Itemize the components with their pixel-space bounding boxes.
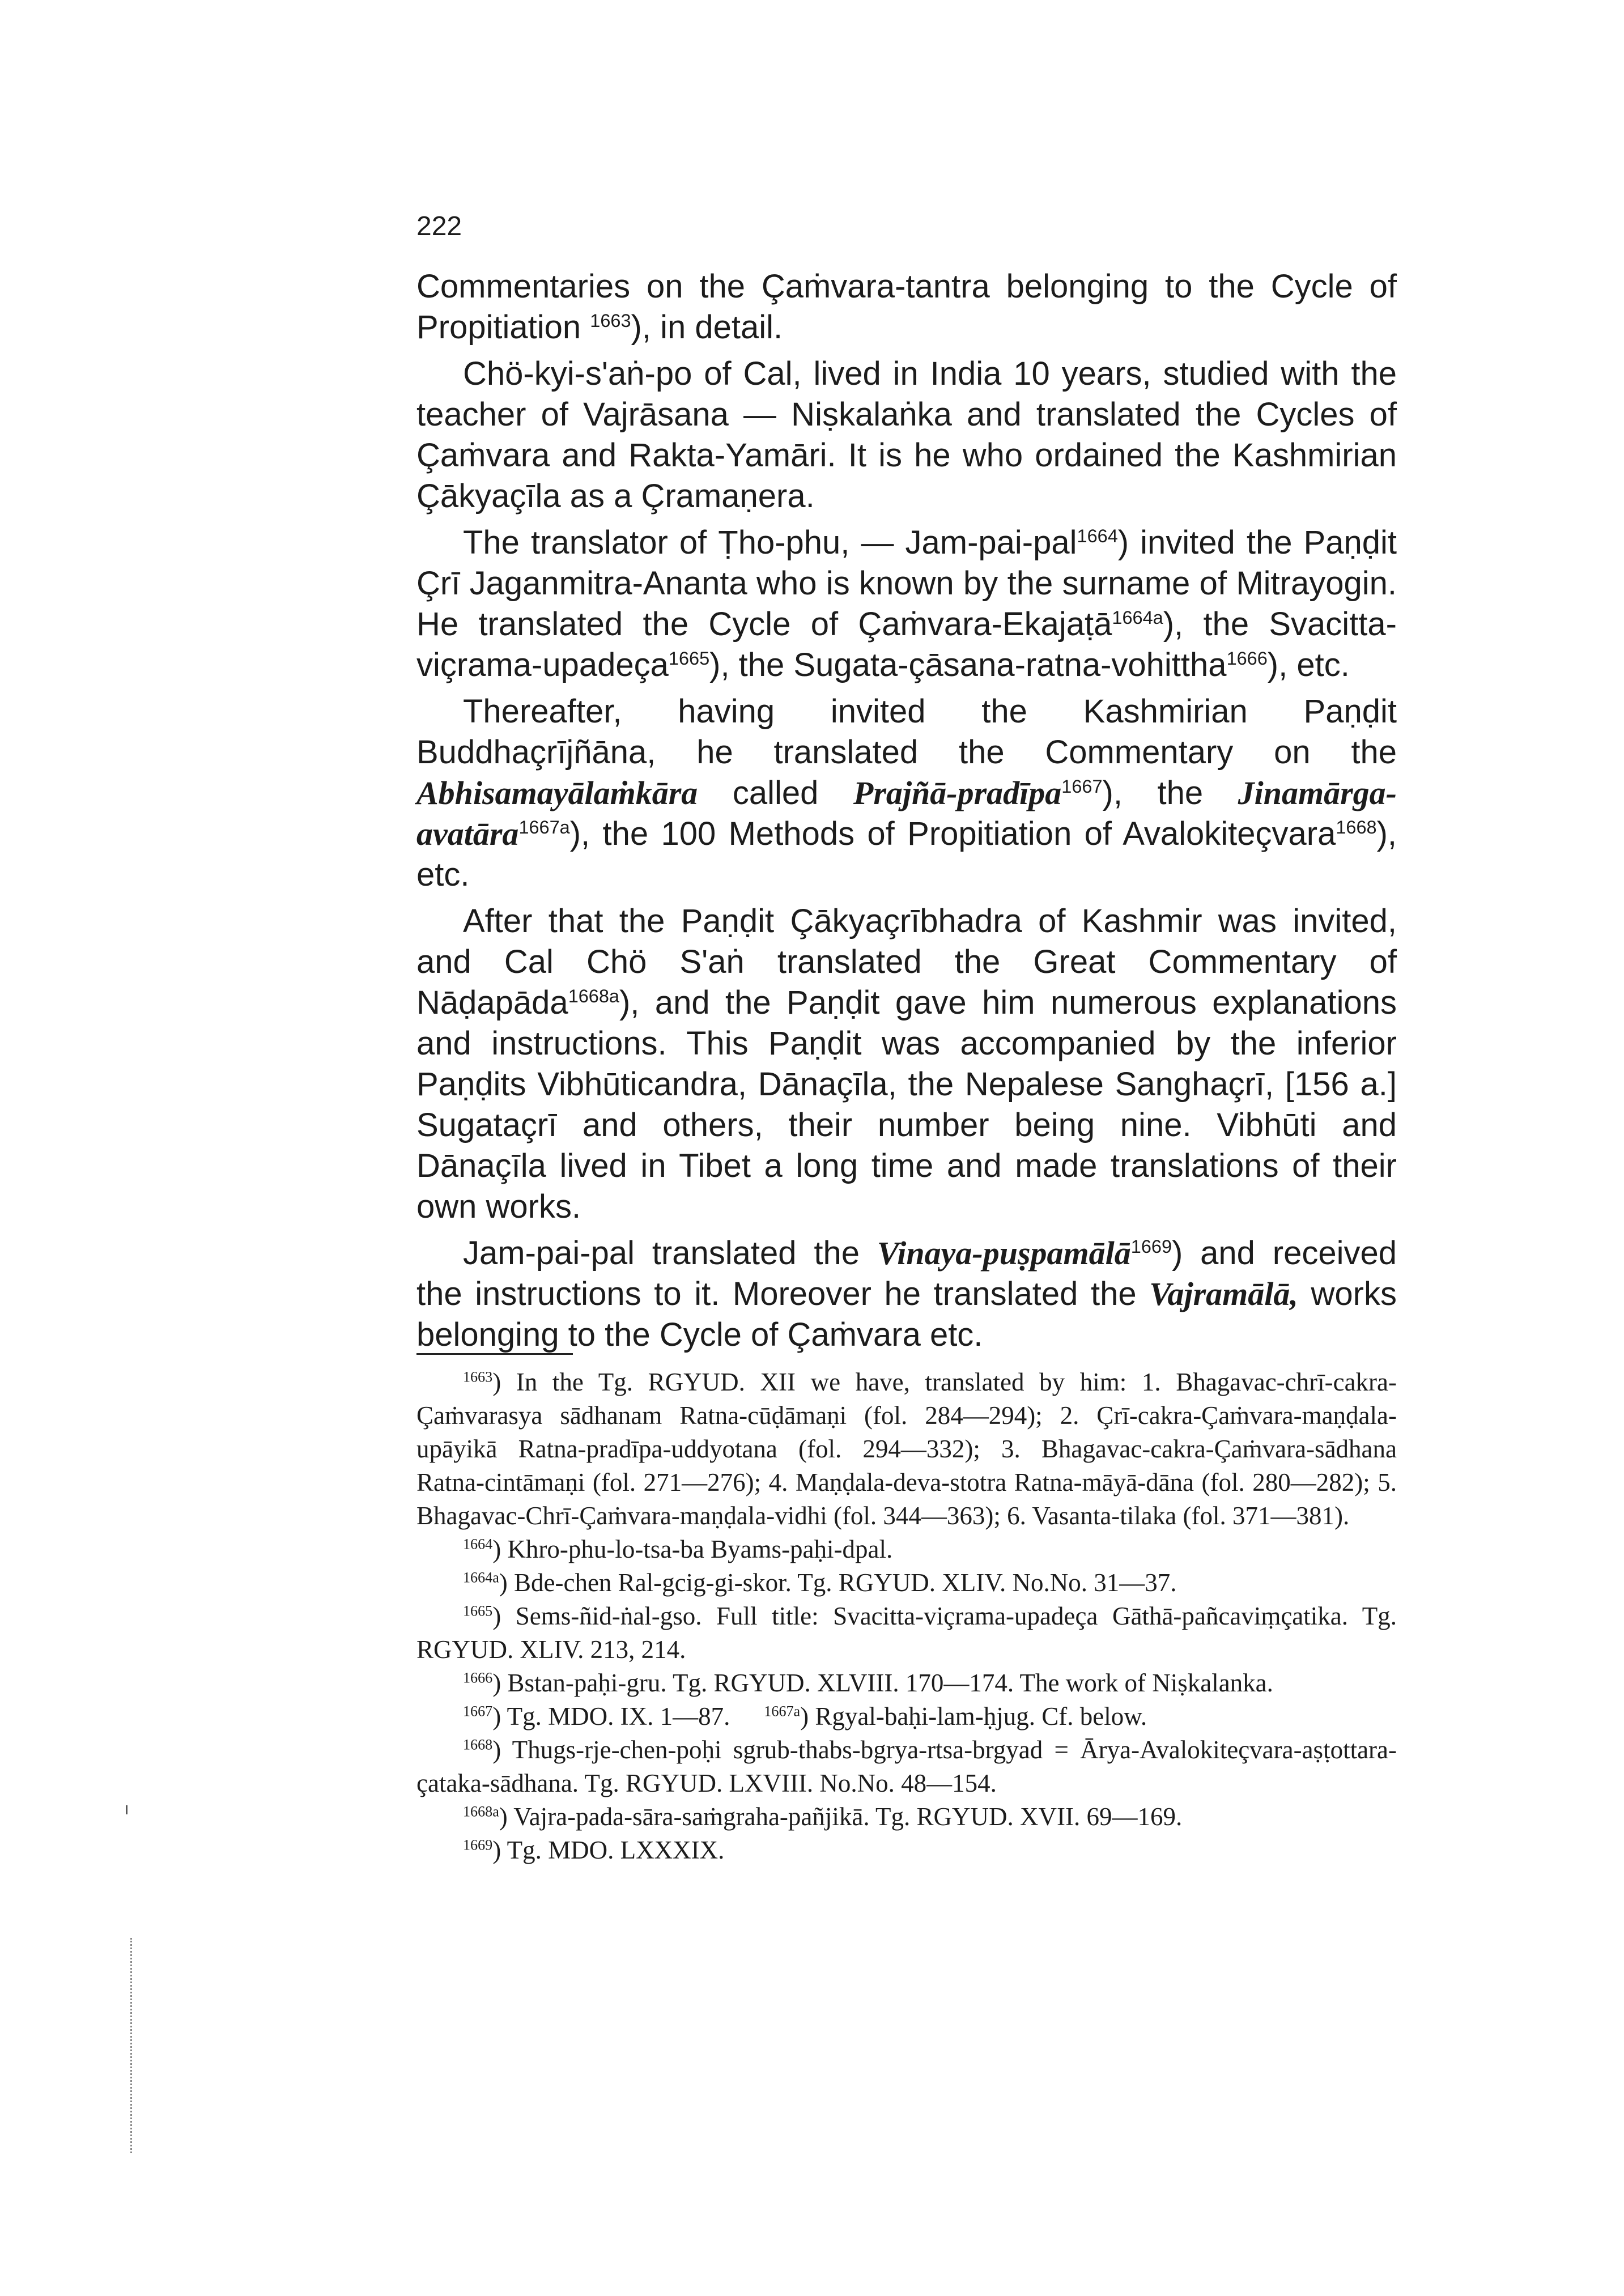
footnote-ref-1668: 1668 — [1336, 817, 1377, 837]
text-run: works belonging to the Cycle of Çaṁvara etc. — [416, 1275, 1397, 1353]
text-run: Thereafter, having invited the Kashmirian Paṇḍit Buddhaçrījñāna, he translated the Commentary on the — [416, 693, 1397, 771]
footnote-number: 1663 — [463, 1368, 493, 1385]
footnote-ref-1667a: 1667a — [518, 817, 570, 837]
footnote-text: ) Rgyal-baḥi-lam-ḥjug. Cf. below. — [800, 1702, 1147, 1730]
text-run: ), etc. — [416, 815, 1397, 893]
footnote-number: 1667 — [463, 1703, 493, 1720]
paragraph-3 — [416, 522, 1397, 686]
footnote-text: ) In the Tg. RGYUD. XII we have, translated by him: 1. Bhagavac-chrī-cakra-Çaṁvarasya sādhanam Ratna-cūḍāmaṇi (fol. 284—294); 2. Çrī-cakra-Çaṁvara-maṇḍala-upāyikā Ratna-pradīpa-uddyotana (fol. 294—332); 3. Bhagavac-cakra-Çaṁvara-sādhana Ratna-cintāmaṇi (fol. 271—276); 4. Maṇḍala-deva-stotra Ratna-māyā-dāna (fol. 280—282); 5. Bhagavac-Chrī-Çaṁvara-maṇḍala-vidhi (fol. 344—363); 6. Vasanta-tilaka (fol. 371—381). — [416, 1368, 1397, 1530]
paragraph-5 — [416, 901, 1397, 1227]
footnote-1666 — [416, 1666, 1397, 1700]
text-run: ), the Sugata-çāsana-ratna-vohittha — [709, 647, 1227, 683]
footnote-1668 — [416, 1733, 1397, 1800]
footnote-text: ) Tg. MDO. IX. 1—87. — [492, 1702, 730, 1730]
scan-edge-dots — [130, 1938, 132, 2153]
footnote-1665 — [416, 1600, 1397, 1666]
work-title: Abhisamayālaṁkāra — [416, 775, 698, 811]
footnote-text: ) Thugs-rje-chen-poḥi sgrub-thabs-bgrya-rtsa-brgyad = Ārya-Avalokiteçvara-aṣṭottara-çataka-sādhana. Tg. RGYUD. LXVIII. No.No. 48—154. — [416, 1736, 1397, 1797]
paragraph-6 — [416, 1233, 1397, 1355]
main-text — [416, 266, 1397, 1355]
footnote-separator — [416, 1353, 573, 1355]
footnote-1667 — [416, 1700, 1397, 1733]
footnote-ref-1668a: 1668a — [568, 985, 619, 1006]
footnote-text: ) Sems-ñid-ṅal-gso. Full title: Svacitta-viçrama-upadeça Gāthā-pañcaviṃçatika. Tg. RGYUD. XLIV. 213, 214. — [416, 1602, 1397, 1664]
text-run: ), in detail. — [631, 309, 783, 346]
footnote-1664a — [416, 1566, 1397, 1600]
text-run: ), the Svacitta-viçrama-upadeça — [416, 606, 1397, 683]
scan-edge-mark — [126, 1805, 127, 1814]
footnote-ref-1664a: 1664a — [1112, 607, 1163, 628]
text-run: The translator of Ṭho-phu, — Jam-pai-pal — [463, 524, 1077, 561]
footnotes — [416, 1366, 1397, 1867]
text-run: Commentaries on the Çaṁvara-tantra belonging to the Cycle of Propitiation — [416, 268, 1397, 346]
footnote-1663 — [416, 1366, 1397, 1533]
work-title: Vajramālā, — [1149, 1275, 1298, 1312]
footnote-number: 1668 — [463, 1736, 493, 1753]
text-run: ) invited the Paṇḍit Çrī Jaganmitra-Ananta who is known by the surname of Mitrayogin. He translated the Cycle of Çaṁvara-Ekajaṭā — [416, 524, 1397, 643]
footnote-number: 1665 — [463, 1602, 493, 1619]
footnote-ref-1665: 1665 — [668, 648, 710, 669]
footnote-number: 1668a — [463, 1803, 499, 1820]
page-number: 222 — [416, 211, 462, 241]
footnote-text: ) Bde-chen Ral-gcig-gi-skor. Tg. RGYUD. XLIV. No.No. 31—37. — [499, 1568, 1177, 1597]
text-run: ) and received the instructions to it. Moreover he translated the — [416, 1235, 1397, 1312]
text-run: Jam-pai-pal translated the — [463, 1235, 860, 1272]
text-run: ), and the Paṇḍit gave him numerous explanations and instructions. This Paṇḍit was accompanied by the inferior Paṇḍits Vibhūticandra, Dānaçīla, the Nepalese Sanghaçrī, [156 a.] Sugataçrī and others, their number being nine. Vibhūti and Dānaçīla lived in Tibet a long time and made translations of their own works. — [416, 984, 1397, 1225]
work-title: Jinamārga-avatāra — [416, 775, 1397, 852]
paragraph-2 — [416, 354, 1397, 517]
footnote-text: ) Tg. MDO. LXXXIX. — [492, 1836, 725, 1864]
text-run: called — [732, 775, 819, 811]
footnote-number: 1666 — [463, 1669, 493, 1686]
footnote-text: ) Vajra-pada-sāra-saṁgraha-pañjikā. Tg. RGYUD. XVII. 69—169. — [499, 1802, 1183, 1831]
text-run: ), the — [1102, 775, 1204, 811]
text-run: Chö-kyi-s'aṅ-po of Cal, lived in India 10 years, studied with the teacher of Vajrāsana — Niṣkalaṅka and translated the Cycles of Çaṁvara and Rakta-Yamāri. It is he who ordained the Kashmirian Çākyaçīla as a Çramaṇera. — [416, 355, 1397, 515]
footnote-ref-1664: 1664 — [1077, 525, 1118, 546]
footnote-number: 1664a — [463, 1569, 499, 1586]
footnote-ref-1669: 1669 — [1130, 1236, 1172, 1257]
work-title: Prajñā-pradīpa — [853, 775, 1062, 811]
footnote-text: ) Khro-phu-lo-tsa-ba Byams-paḥi-dpal. — [492, 1535, 893, 1563]
footnote-ref-1667: 1667 — [1061, 776, 1103, 797]
footnote-ref-1663: 1663 — [590, 310, 631, 331]
footnote-text: ) Bstan-paḥi-gru. Tg. RGYUD. XLVIII. 170—174. The work of Niṣkalanka. — [492, 1669, 1273, 1697]
work-title: Vinaya-puṣpamālā — [877, 1235, 1131, 1272]
text-run: ), the 100 Methods of Propitiation of Avalokiteçvara — [569, 815, 1336, 852]
footnote-number: 1667a — [764, 1703, 801, 1720]
footnote-ref-1666: 1666 — [1226, 648, 1268, 669]
text-run: After that the Paṇḍit Çākyaçrībhadra of Kashmir was invited, and Cal Chö S'aṅ translated the Great Commentary of Nāḍapāda — [416, 903, 1397, 1021]
paragraph-1 — [416, 266, 1397, 348]
footnote-number: 1664 — [463, 1536, 493, 1553]
footnote-1669 — [416, 1834, 1397, 1867]
paragraph-4 — [416, 691, 1397, 895]
footnote-1668a — [416, 1800, 1397, 1834]
footnote-1664 — [416, 1533, 1397, 1566]
footnote-number: 1669 — [463, 1836, 493, 1853]
text-run: ), etc. — [1267, 647, 1350, 683]
